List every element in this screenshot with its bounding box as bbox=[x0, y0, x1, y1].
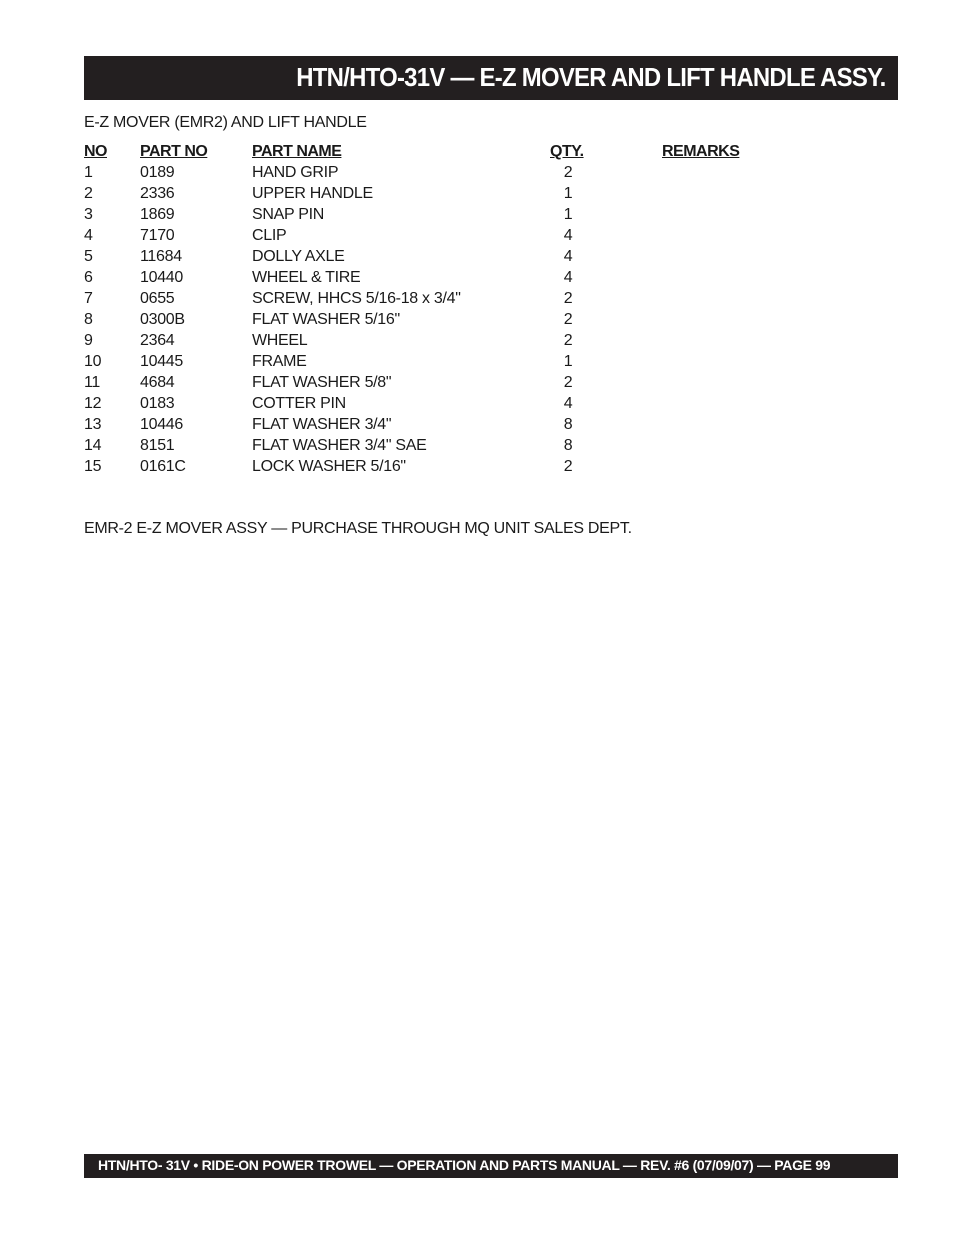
cell-part-name: FLAT WASHER 3/4" bbox=[252, 416, 392, 433]
cell-part-no: 10445 bbox=[140, 353, 183, 370]
cell-no: 4 bbox=[84, 227, 93, 244]
cell-part-name: LOCK WASHER 5/16" bbox=[252, 458, 406, 475]
cell-part-name: FLAT WASHER 5/16" bbox=[252, 311, 400, 328]
cell-no: 15 bbox=[84, 458, 102, 475]
purchase-note: EMR-2 E-Z MOVER ASSY — PURCHASE THROUGH MQ UNIT SALES DEPT. bbox=[84, 520, 632, 537]
cell-part-no: 10440 bbox=[140, 269, 183, 286]
cell-qty: 2 bbox=[563, 458, 573, 475]
cell-no: 10 bbox=[84, 353, 102, 370]
cell-part-no: 2336 bbox=[140, 185, 175, 202]
cell-part-no: 7170 bbox=[140, 227, 175, 244]
cell-no: 2 bbox=[84, 185, 93, 202]
cell-part-name: FLAT WASHER 5/8" bbox=[252, 374, 392, 391]
cell-part-name: DOLLY AXLE bbox=[252, 248, 345, 265]
cell-qty: 1 bbox=[563, 353, 573, 370]
cell-no: 9 bbox=[84, 332, 93, 349]
cell-qty: 2 bbox=[563, 374, 573, 391]
cell-part-no: 0655 bbox=[140, 290, 175, 307]
cell-qty: 1 bbox=[563, 206, 573, 223]
cell-no: 11 bbox=[84, 374, 101, 391]
cell-part-name: HAND GRIP bbox=[252, 164, 339, 181]
cell-part-name: FRAME bbox=[252, 353, 307, 370]
cell-qty: 4 bbox=[563, 395, 573, 412]
cell-part-no: 8151 bbox=[140, 437, 175, 454]
cell-no: 6 bbox=[84, 269, 93, 286]
cell-qty: 2 bbox=[563, 311, 573, 328]
cell-no: 8 bbox=[84, 311, 93, 328]
cell-no: 1 bbox=[84, 164, 93, 181]
cell-part-no: 4684 bbox=[140, 374, 175, 391]
cell-qty: 4 bbox=[563, 248, 573, 265]
cell-no: 12 bbox=[84, 395, 102, 412]
cell-part-name: WHEEL & TIRE bbox=[252, 269, 361, 286]
cell-no: 5 bbox=[84, 248, 93, 265]
cell-qty: 8 bbox=[563, 437, 573, 454]
cell-no: 13 bbox=[84, 416, 102, 433]
cell-part-name: COTTER PIN bbox=[252, 395, 346, 412]
cell-no: 14 bbox=[84, 437, 102, 454]
cell-qty: 4 bbox=[563, 269, 573, 286]
cell-part-no: 0161C bbox=[140, 458, 186, 475]
page-footer-bar bbox=[84, 1154, 898, 1178]
cell-part-name: SCREW, HHCS 5/16-18 x 3/4" bbox=[252, 290, 461, 307]
cell-part-name: CLIP bbox=[252, 227, 287, 244]
cell-qty: 2 bbox=[563, 290, 573, 307]
page-title-bar bbox=[84, 56, 898, 100]
cell-no: 3 bbox=[84, 206, 93, 223]
column-header-qty: QTY. bbox=[550, 143, 584, 160]
cell-part-name: FLAT WASHER 3/4" SAE bbox=[252, 437, 427, 454]
cell-part-no: 0300B bbox=[140, 311, 185, 328]
column-header-no: NO bbox=[84, 143, 107, 160]
cell-qty: 1 bbox=[563, 185, 573, 202]
cell-part-no: 0183 bbox=[140, 395, 175, 412]
column-header-remarks: REMARKS bbox=[662, 143, 740, 160]
cell-qty: 8 bbox=[563, 416, 573, 433]
column-header-part-name: PART NAME bbox=[252, 143, 342, 160]
cell-part-name: SNAP PIN bbox=[252, 206, 324, 223]
cell-part-name: WHEEL bbox=[252, 332, 308, 349]
column-header-part-no: PART NO bbox=[140, 143, 208, 160]
cell-qty: 2 bbox=[563, 332, 573, 349]
cell-part-no: 0189 bbox=[140, 164, 175, 181]
cell-part-no: 2364 bbox=[140, 332, 175, 349]
cell-no: 7 bbox=[84, 290, 93, 307]
cell-part-no: 11684 bbox=[140, 248, 182, 265]
page-title: HTN/HTO-31V — E-Z MOVER AND LIFT HANDLE ASSY. bbox=[296, 62, 886, 92]
section-subtitle: E-Z MOVER (EMR2) AND LIFT HANDLE bbox=[84, 114, 367, 131]
cell-part-no: 10446 bbox=[140, 416, 183, 433]
cell-qty: 4 bbox=[563, 227, 573, 244]
cell-qty: 2 bbox=[563, 164, 573, 181]
page-footer: HTN/HTO- 31V • RIDE-ON POWER TROWEL — OPERATION AND PARTS MANUAL — REV. #6 (07/09/07) — PAGE 99 bbox=[98, 1157, 831, 1173]
cell-part-no: 1869 bbox=[140, 206, 175, 223]
cell-part-name: UPPER HANDLE bbox=[252, 185, 373, 202]
